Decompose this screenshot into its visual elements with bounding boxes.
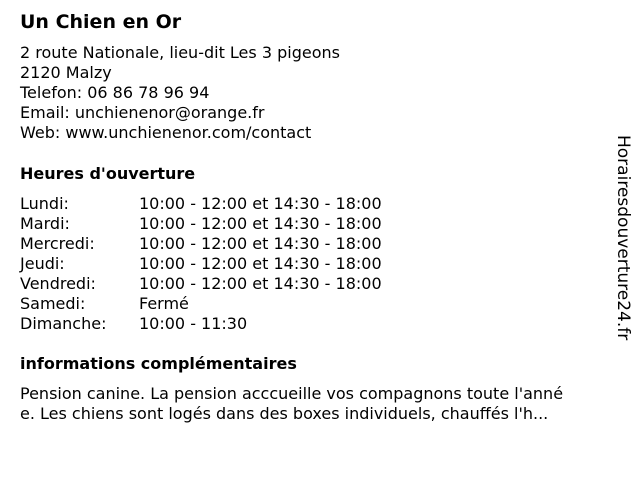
hours-time: 10:00 - 12:00 et 14:30 - 18:00 (139, 234, 382, 253)
hours-time: 10:00 - 12:00 et 14:30 - 18:00 (139, 214, 382, 233)
hours-time: 10:00 - 12:00 et 14:30 - 18:00 (139, 254, 382, 273)
hours-day: Lundi: (20, 194, 69, 213)
hours-row-tuesday (20, 214, 382, 234)
hours-time: 10:00 - 11:30 (139, 314, 248, 333)
business-name: Un Chien en Or (20, 11, 182, 33)
hours-row-thursday (20, 254, 382, 274)
address-line-1: 2 route Nationale, lieu-dit Les 3 pigeons (20, 43, 340, 62)
address-line-2: 2120 Malzy (20, 63, 112, 82)
hours-row-saturday (20, 294, 382, 314)
hours-day: Vendredi: (20, 274, 96, 293)
description-line-1: Pension canine. La pension acccueille vos compagnons toute l'anné (20, 384, 564, 403)
hours-row-monday (20, 194, 382, 214)
info-heading: informations complémentaires (20, 354, 297, 373)
watermark-text: Horairesdouverture24.fr (613, 135, 633, 341)
web-text: Web: www.unchienenor.com/contact (20, 123, 312, 142)
hours-row-wednesday (20, 234, 382, 254)
phone-text: Telefon: 06 86 78 96 94 (20, 83, 210, 102)
description (20, 384, 600, 424)
hours-day: Mardi: (20, 214, 70, 233)
description-line-2: e. Les chiens sont logés dans des boxes individuels, chauffés l'h... (20, 404, 549, 423)
hours-table (20, 194, 382, 334)
hours-day: Jeudi: (20, 254, 65, 273)
hours-heading: Heures d'ouverture (20, 164, 196, 183)
hours-day: Samedi: (20, 294, 86, 313)
hours-time: Fermé (139, 294, 189, 313)
hours-time: 10:00 - 12:00 et 14:30 - 18:00 (139, 274, 382, 293)
hours-time: 10:00 - 12:00 et 14:30 - 18:00 (139, 194, 382, 213)
hours-day: Dimanche: (20, 314, 107, 333)
email-text: Email: unchienenor@orange.fr (20, 103, 265, 122)
hours-row-sunday (20, 314, 382, 334)
hours-row-friday (20, 274, 382, 294)
hours-day: Mercredi: (20, 234, 95, 253)
contact-block (20, 43, 340, 143)
